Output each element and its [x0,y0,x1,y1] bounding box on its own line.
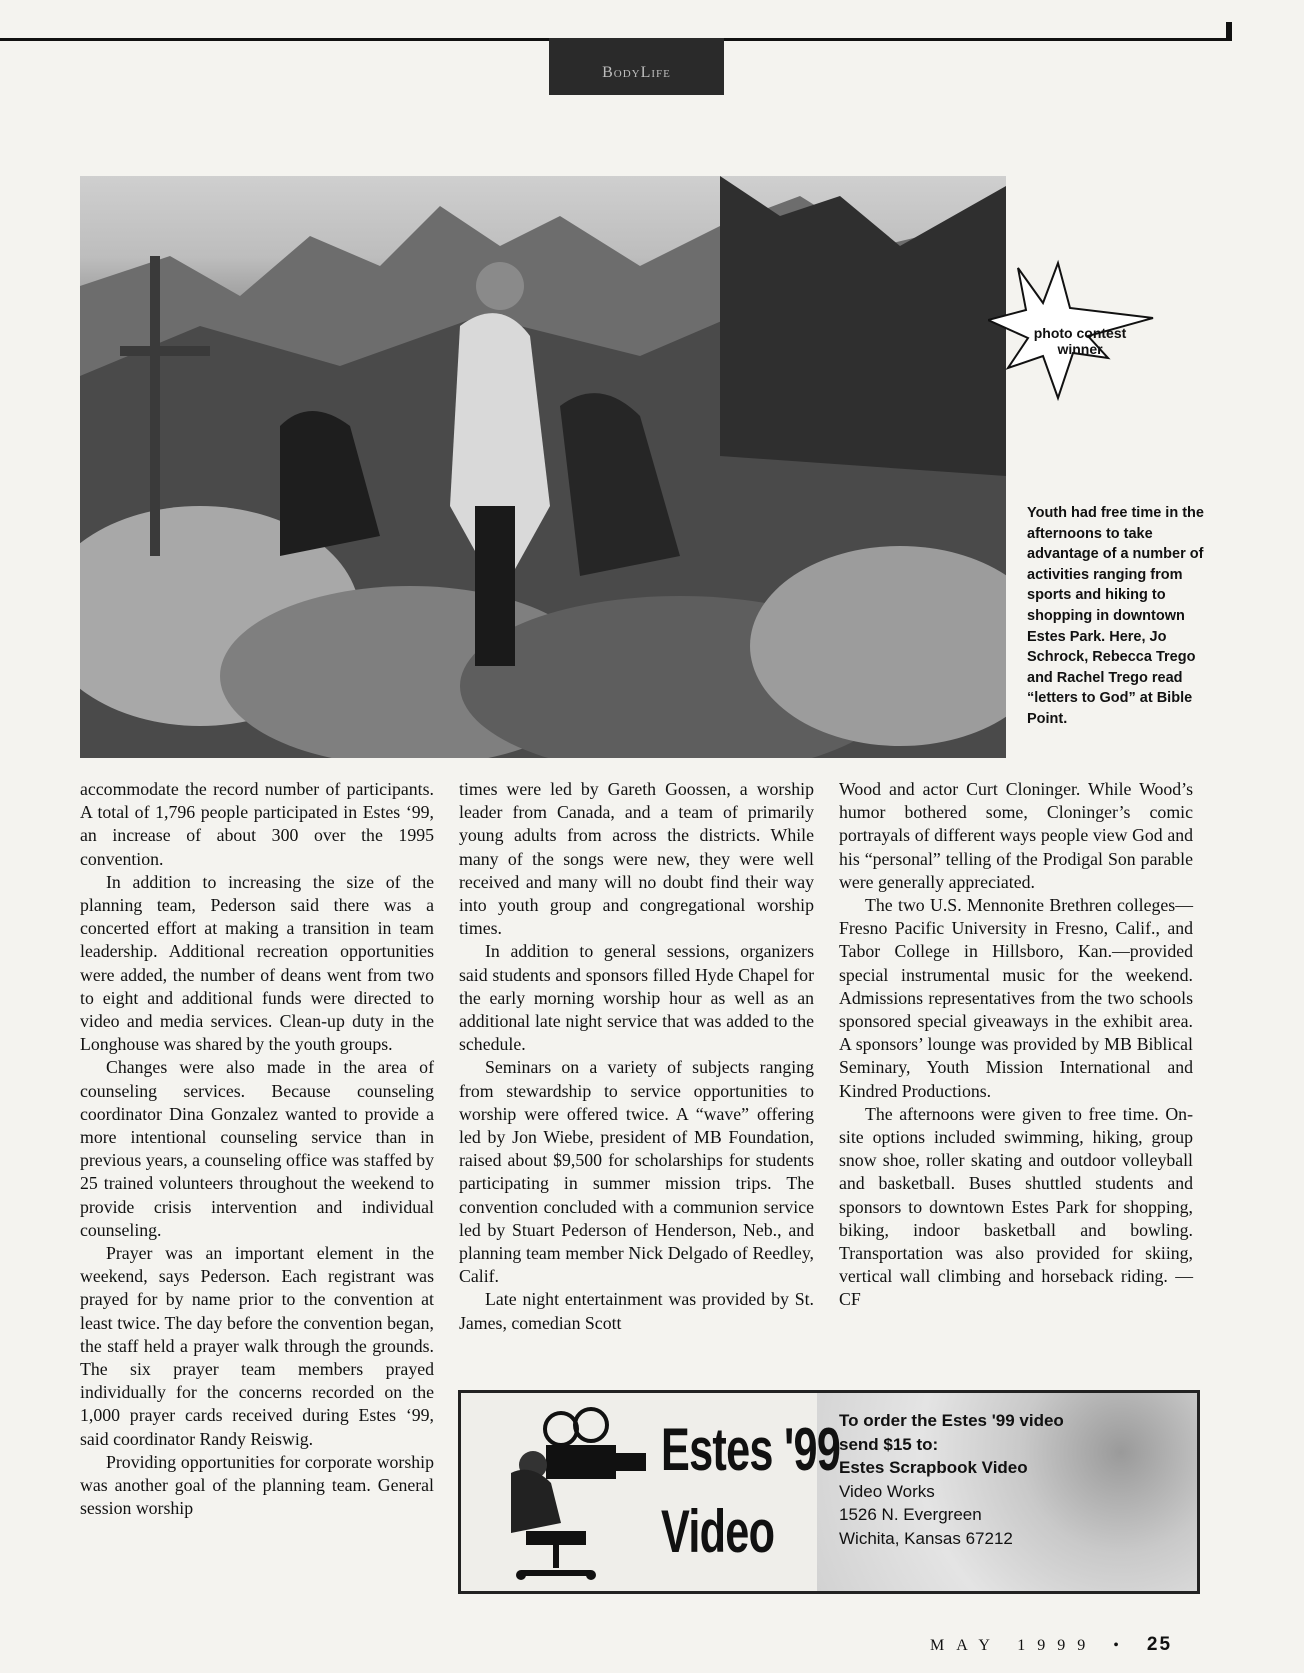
feature-photo [80,176,1006,758]
paragraph: Late night entertainment was provided by St. James, comedian Scott [459,1289,814,1333]
video-order-ad [458,1390,1200,1594]
paragraph: Changes were also made in the area of counseling services. Because counseling coordinator Dina Gonzalez wanted to provide a more intentional counseling service than in previous years, a counseling office was staffed by 25 trained volunteers throughout the weekend to provide crisis intervention and individual counseling. [80,1057,434,1240]
paragraph: Prayer was an important element in the weekend, says Pederson. Each registrant was prayed for by name prior to the convention at least twice. The day before the convention began, the staff held a prayer walk through the grounds. The six prayer team members prayed individually for the concerns recorded on the 1,000 prayer cards received during Estes ‘99, said coordinator Randy Reiswig. [80,1243,434,1449]
folio-separator: • [1113,1637,1131,1654]
order-instructions [839,1409,1179,1550]
order-line: To order the Estes '99 video [839,1411,1064,1430]
paragraph: Providing opportunities for corporate worship was another goal of the planning team. General session worship [80,1451,434,1519]
section-tab [549,38,724,95]
paragraph: In addition to general sessions, organizers said students and sponsors filled Hyde Chapel for the early morning worship hour as well as an additional late night service that was added to the schedule. [459,941,814,1055]
camera-operator-icon [491,1403,651,1581]
section-title: BodyLife [602,64,671,81]
paragraph: The two U.S. Mennonite Brethren colleges—Fresno Pacific University in Fresno, Calif., and Tabor College in Hillsboro, Kan.—provided special instrumental music for the weekend. Admissions representatives from the two schools sponsored special giveaways in the exhibit area. A sponsors’ lounge was provided by MB Biblical Seminary, Youth Mission International and Kindred Productions. [839,895,1193,1101]
page-number: 25 [1146,1634,1173,1655]
paragraph: times were led by Gareth Goossen, a worship leader from Canada, and a team of primarily young adults from across the districts. While many of the songs were new, they were well received and many will no doubt find their way into youth group and congregational worship times. [459,779,814,939]
paragraph: Wood and actor Curt Cloninger. While Wood’s humor bothered some, Cloninger’s comic portrayals of different ways people view God and his “personal” telling of the Prodigal Son parable were generally appreciated. [839,779,1193,892]
paragraph: accommodate the record number of participants. A total of 1,796 people participated in Estes ‘99, an increase of about 300 over the 1995 convention. [80,779,434,869]
page-folio [930,1634,1172,1656]
ad-title-line-2: Video [661,1498,775,1565]
order-line: 1526 N. Evergreen [839,1505,982,1524]
ad-title-line-1: Estes '99 [661,1416,841,1483]
paragraph: Seminars on a variety of subjects ranging from stewardship to service opportunities to worship were offered twice. A “wave” offering led by Jon Wiebe, president of MB Foundation, raised about $9,500 for scholarships for students participating in summer mission trips. The convention concluded with a communion service led by Stuart Pederson of Henderson, Neb., and planning team member Nick Delgado of Reedley, Calif. [459,1057,814,1287]
badge-text: photo contest winner [1033,325,1127,357]
paragraph: The afternoons were given to free time. On-site options included swimming, hiking, group snow shoe, roller skating and outdoor volleyball and basketball. Buses shuttled students and sponsors to downtown Estes Park for shopping, biking, indoor basketball and bowling. Transportation was also provided for skiing, vertical wall climbing and horseback riding. —CF [839,1103,1193,1310]
article-column-1 [80,778,434,1521]
article-column-3 [839,778,1193,1312]
order-line: Video Works [839,1481,935,1501]
order-line: Estes Scrapbook Video [839,1458,1028,1477]
order-line: send $15 to: [839,1434,939,1454]
order-line: Wichita, Kansas 67212 [839,1528,1013,1548]
photo-caption: Youth had free time in the afternoons to take advantage of a number of activities ranging from sports and hiking to shopping in downtown Estes Park. Here, Jo Schrock, Rebecca Trego and Rachel Trego read “letters to God” at Bible Point. [1027,505,1204,727]
photo-illustration [80,176,1006,758]
paragraph: In addition to increasing the size of the planning team, Pederson said there was a concerted effort at making a transition in team leadership. Additional recreation opportunities were added, the number of deans went from two to eight and additional funds were directed to video and media services. Clean-up duty in the Longhouse was shared by the youth groups. [80,871,434,1055]
header-rule-end [1226,22,1232,41]
article-column-2 [459,778,814,1335]
folio-date: MAY 1999 [930,1637,1098,1654]
